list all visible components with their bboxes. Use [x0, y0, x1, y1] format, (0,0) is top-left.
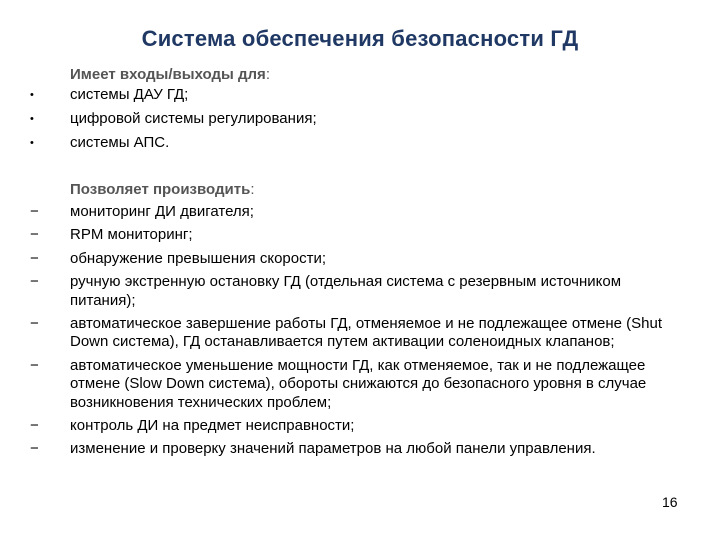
- list-item: [30, 357, 670, 412]
- list-item-text: автоматическое уменьшение мощности ГД, как отменяемое, так и не подлежащее отмене (Slow Down система), обороты снижаются до безопасного уровня в случае возникновения технических проблем;: [70, 356, 647, 411]
- section-heading-colon: :: [265, 66, 270, 83]
- list-item: [30, 134, 670, 152]
- page-title: Система обеспечения безопасности ГД: [141, 26, 579, 51]
- dash-icon: −: [30, 273, 39, 291]
- dash-icon: −: [30, 315, 39, 333]
- list-item-text: цифровой системы регулирования;: [70, 110, 317, 127]
- list-item-text: автоматическое завершение работы ГД, отменяемое и не подлежащее отмене (Shut Down система), ГД останавливается путем активации соленоидных клапанов;: [70, 315, 663, 351]
- list-item: [30, 203, 670, 221]
- dash-icon: −: [30, 226, 39, 244]
- section-heading-inputs-outputs: [70, 66, 270, 83]
- inputs-outputs-list: [30, 86, 670, 158]
- list-item: [30, 440, 670, 458]
- list-item: [30, 273, 670, 310]
- dash-icon: −: [30, 440, 39, 458]
- list-item-text: обнаружение превышения скорости;: [70, 249, 327, 267]
- bullet-icon: •: [30, 137, 34, 149]
- list-item-text: контроль ДИ на предмет неисправности;: [70, 417, 355, 435]
- bullet-icon: •: [30, 113, 34, 125]
- section-heading-colon: :: [250, 181, 255, 198]
- list-item-text: RPM мониторинг;: [70, 226, 193, 244]
- list-item-text: изменение и проверку значений параметров на любой панели управления.: [70, 440, 596, 458]
- list-item: [30, 250, 670, 268]
- section-heading-text: Имеет входы/выходы для: [70, 66, 266, 83]
- section-heading-text: Позволяет производить: [70, 181, 251, 198]
- list-item-text: ручную экстренную остановку ГД (отдельная система с резервным источником питания);: [70, 273, 622, 309]
- section-heading-capabilities: [70, 181, 255, 198]
- list-item: [30, 315, 670, 352]
- dash-icon: −: [30, 249, 39, 267]
- bullet-icon: •: [30, 89, 34, 101]
- capabilities-list: [30, 203, 670, 464]
- dash-icon: −: [30, 417, 39, 435]
- list-item: [30, 86, 670, 104]
- page-number: 16: [662, 494, 678, 510]
- dash-icon: −: [30, 203, 39, 220]
- list-item-text: системы АПС.: [70, 134, 170, 151]
- list-item: [30, 417, 670, 435]
- dash-icon: −: [30, 356, 39, 374]
- list-item: [30, 226, 670, 244]
- list-item-text: системы ДАУ ГД;: [70, 86, 189, 103]
- list-item: [30, 110, 670, 128]
- list-item-text: мониторинг ДИ двигателя;: [70, 203, 254, 220]
